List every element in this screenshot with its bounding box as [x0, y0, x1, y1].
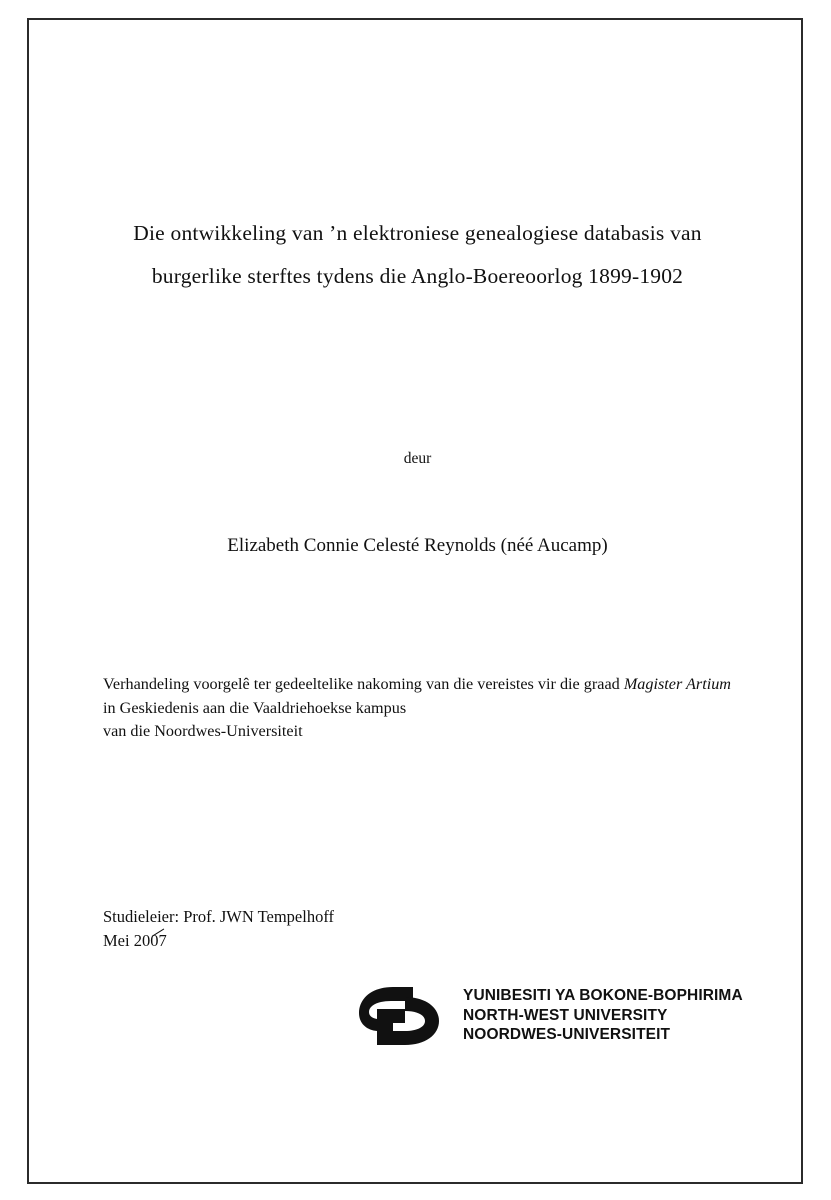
logo-text-line-2: NORTH-WEST UNIVERSITY [463, 1006, 668, 1024]
page-content [95, 18, 743, 1184]
supervisor-block [103, 905, 731, 953]
date-line-wrap [103, 929, 731, 953]
degree-statement-paragraph [103, 673, 731, 720]
supervisor-line: Studieleier: Prof. JWN Tempelhoff [103, 907, 335, 926]
title-line-1: Die ontwikkeling van ’n elektroniese genealogiese databasis van [133, 221, 702, 245]
author-name: Elizabeth Connie Celesté Reynolds (néé Aucamp) [227, 535, 608, 556]
university-logo-text [463, 986, 743, 1045]
statement-part-3: van die Noordwes-Universiteit [103, 722, 303, 740]
by-word: deur [403, 450, 432, 467]
statement-part-1: Verhandeling voorgelê ter gedeeltelike nakoming van die vereistes vir die graad [103, 675, 624, 693]
statement-part-2: in Geskiedenis aan die Vaaldriehoekse kampus [103, 698, 407, 717]
logo-text-line-3: NOORDWES-UNIVERSITEIT [463, 1026, 671, 1043]
degree-statement [103, 673, 731, 744]
degree-name: Magister Artium [623, 675, 731, 693]
date-line: Mei 2007 [103, 931, 167, 950]
logo-text-line-1: YUNIBESITI YA BOKONE-BOPHIRIMA [463, 987, 743, 1004]
university-logo [255, 980, 743, 1058]
north-west-university-logo-icon [353, 983, 457, 1055]
title-line-2: burgerlike sterftes tydens die Anglo-Boereoorlog 1899-1902 [151, 264, 684, 288]
page-title [95, 212, 740, 298]
